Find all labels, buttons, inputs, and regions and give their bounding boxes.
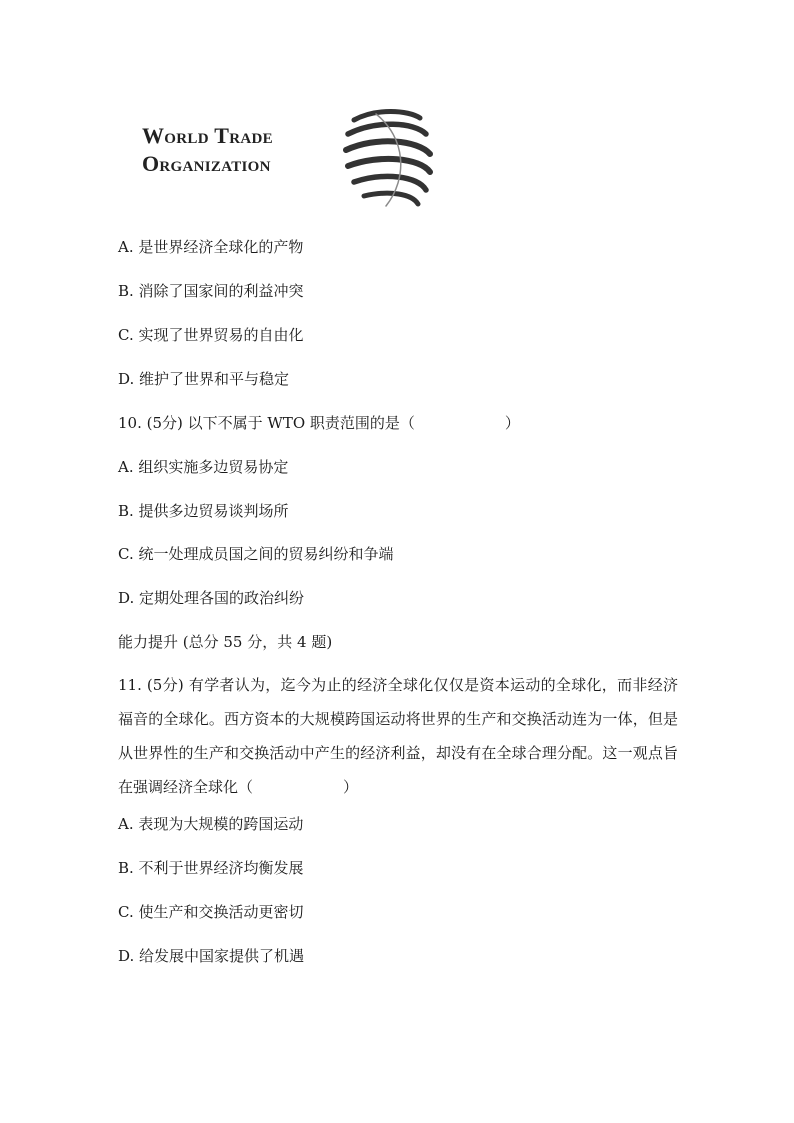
q10-option-c: C. 统一处理成员国之间的贸易纠纷和争端 — [118, 545, 394, 563]
q9-option-b: B. 消除了国家间的利益冲突 — [118, 282, 304, 300]
q9-option-c: C. 实现了世界贸易的自由化 — [118, 326, 304, 344]
q10-stem: 10. (5分) 以下不属于 WTO 职责范围的是（ ） — [118, 414, 520, 432]
q9-option-d: D. 维护了世界和平与稳定 — [118, 370, 290, 388]
wto-logo-line-2: Organization — [142, 151, 271, 176]
wto-swirl-icon — [336, 108, 440, 212]
q11-option-d: D. 给发展中国家提供了机遇 — [118, 947, 305, 965]
q11-option-c: C. 使生产和交换活动更密切 — [118, 903, 304, 921]
q11-option-a: A. 表现为大规模的跨国运动 — [118, 815, 304, 833]
q11-stem: 11. (5分) 有学者认为，迄今为止的经济全球化仅仅是资本运动的全球化，而非经济福音的全球化。西方资本的大规模跨国运动将世界的生产和交换活动连为一体，但是从世界性的生产和交换活动中产生的经济利益，却没有在全球合理分配。这一观点旨在强调经济全球化（ ） — [118, 676, 678, 796]
wto-logo-text — [142, 122, 273, 178]
q11-option-b: B. 不利于世界经济均衡发展 — [118, 859, 304, 877]
wto-logo — [136, 108, 440, 212]
wto-logo-line-1: World Trade — [142, 123, 273, 148]
q10-option-d: D. 定期处理各国的政治纠纷 — [118, 589, 305, 607]
q10-option-a: A. 组织实施多边贸易协定 — [118, 458, 289, 476]
q9-option-a: A. 是世界经济全球化的产物 — [118, 238, 304, 256]
q10-option-b: B. 提供多边贸易谈判场所 — [118, 502, 289, 520]
section-title: 能力提升 (总分 55 分，共 4 题) — [118, 633, 333, 651]
